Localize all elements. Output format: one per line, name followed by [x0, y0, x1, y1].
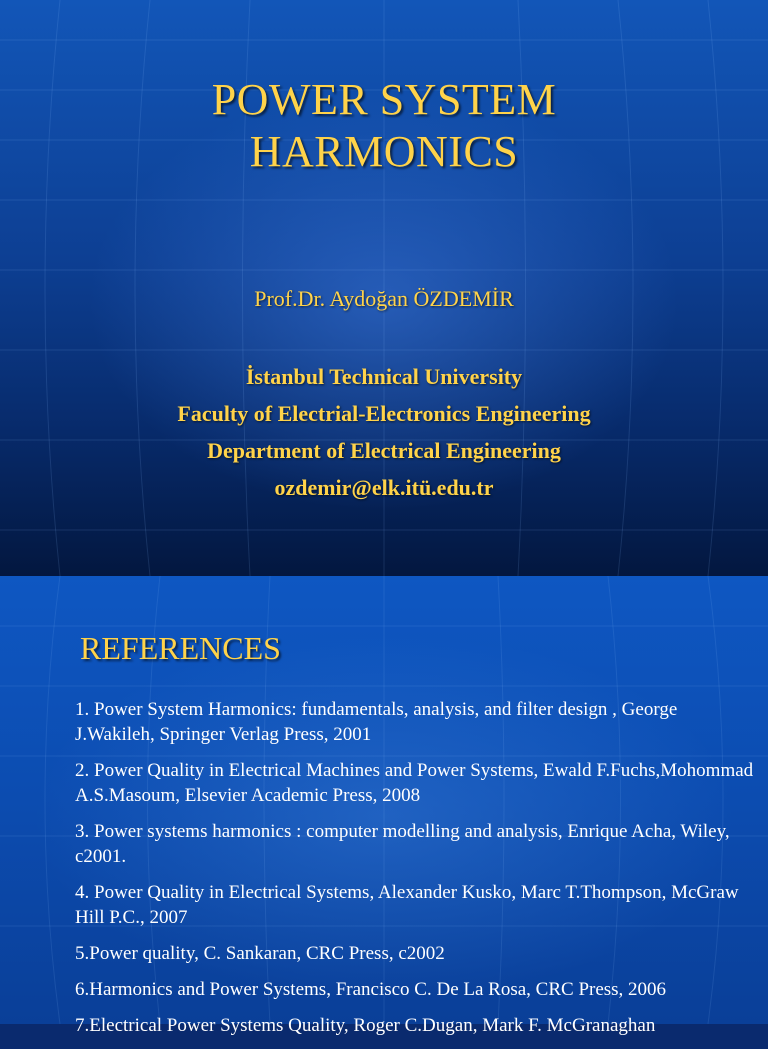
references-slide — [0, 576, 768, 1036]
reference-item: 5.Power quality, C. Sankaran, CRC Press, c2002 — [75, 943, 445, 964]
department-name: Department of Electrical Engineering — [207, 438, 561, 463]
university-name: İstanbul Technical University — [245, 364, 523, 389]
affiliation-block — [0, 358, 768, 506]
reference-item: 1. Power System Harmonics: fundamentals, analysis, and filter design , George J.Wakileh, Springer Verlag Press, 2001 — [75, 699, 678, 745]
author-email: ozdemir@elk.itü.edu.tr — [274, 475, 494, 500]
reference-item: 3. Power systems harmonics : computer modelling and analysis, Enrique Acha, Wiley, c2001. — [75, 821, 730, 867]
reference-item: 4. Power Quality in Electrical Systems, Alexander Kusko, Marc T.Thompson, McGraw Hill P.C., 2007 — [75, 882, 739, 928]
reference-item: 6.Harmonics and Power Systems, Francisco C. De La Rosa, CRC Press, 2006 — [75, 979, 667, 1000]
reference-item: 2. Power Quality in Electrical Machines and Power Systems, Ewald F.Fuchs,Mohommad A.S.Masoum, Elsevier Academic Press, 2008 — [75, 760, 754, 806]
title-line-1: POWER SYSTEM — [211, 75, 557, 124]
faculty-name: Faculty of Electrial-Electronics Engineering — [177, 401, 591, 426]
references-list — [75, 697, 760, 1049]
author-name: Prof.Dr. Aydoğan ÖZDEMİR — [254, 286, 514, 311]
reference-item: 7.Electrical Power Systems Quality, Roger C.Dugan, Mark F. McGranaghan — [75, 1015, 656, 1036]
title-line-2: HARMONICS — [249, 127, 519, 176]
references-heading: REFERENCES — [80, 630, 281, 666]
slide-title — [0, 74, 768, 178]
